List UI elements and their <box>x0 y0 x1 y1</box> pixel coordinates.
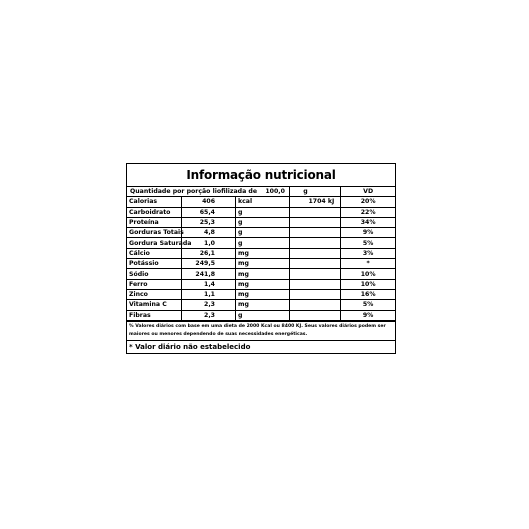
nutrient-kj <box>290 248 341 258</box>
nutrient-value: 1,0 <box>181 238 235 248</box>
not-established-footnote: * Valor diário não estabelecido <box>127 340 395 353</box>
nutrient-unit: g <box>236 310 290 320</box>
nutrient-name: Zinco <box>127 289 181 299</box>
nutrient-vd: 9% <box>341 228 395 238</box>
nutrient-unit: kcal <box>236 197 290 207</box>
panel-title: Informação nutricional <box>127 164 395 187</box>
nutrient-row <box>127 279 395 289</box>
nutrient-vd: 3% <box>341 248 395 258</box>
nutrient-kj <box>290 207 341 217</box>
nutrient-row <box>127 217 395 227</box>
nutrient-value: 2,3 <box>181 300 235 310</box>
nutrient-kj <box>290 217 341 227</box>
nutrient-unit: mg <box>236 269 290 279</box>
nutrient-unit: mg <box>236 300 290 310</box>
nutrient-name: Gordura Saturada <box>129 239 192 247</box>
portion-value: 100,0 <box>265 188 285 196</box>
portion-blank-cell <box>290 187 341 197</box>
nutrient-name: Calorias <box>127 197 181 207</box>
portion-label: Quantidade por porção liofilizada de <box>130 188 258 196</box>
nutrient-unit: g <box>236 217 290 227</box>
nutrient-name: Cálcio <box>127 248 181 258</box>
nutrient-value: 1,4 <box>181 279 235 289</box>
nutrient-name: Potássio <box>127 259 181 269</box>
nutrient-vd: 16% <box>341 289 395 299</box>
nutrient-vd: 5% <box>341 300 395 310</box>
nutrient-value: 249,5 <box>181 259 235 269</box>
nutrient-value: 4,8 <box>181 228 235 238</box>
nutrient-row <box>127 248 395 258</box>
nutrient-vd: 10% <box>341 269 395 279</box>
nutrient-kj <box>290 259 341 269</box>
nutrient-name: Sódio <box>127 269 181 279</box>
nutrient-row <box>127 310 395 320</box>
nutrient-kj <box>290 228 341 238</box>
nutrient-kj: 1704 kJ <box>290 197 341 207</box>
nutrient-unit: mg <box>236 259 290 269</box>
nutrient-kj <box>290 238 341 248</box>
daily-values-note: % Valores diários com base em uma dieta de 2000 Kcal ou 8400 KJ. Seus valores diários podem ser maiores ou menores dependendo de suas necessidades energéticas. <box>127 321 395 340</box>
nutrition-facts-panel <box>126 163 396 354</box>
nutrition-table <box>127 187 395 321</box>
vd-header: VD <box>341 187 395 197</box>
nutrient-row <box>127 259 395 269</box>
nutrient-value: 241,8 <box>181 269 235 279</box>
nutrient-name: Proteína <box>127 217 181 227</box>
nutrient-row <box>127 238 395 248</box>
nutrient-kj <box>290 269 341 279</box>
nutrient-name: Ferro <box>127 279 181 289</box>
nutrient-value: 406 <box>181 197 235 207</box>
portion-header-row <box>127 187 395 197</box>
nutrient-value: 65,4 <box>181 207 235 217</box>
nutrient-row <box>127 289 395 299</box>
nutrient-vd: 9% <box>341 310 395 320</box>
nutrient-kj <box>290 279 341 289</box>
nutrient-value: 25,3 <box>181 217 235 227</box>
nutrient-vd: * <box>341 259 395 269</box>
nutrient-row <box>127 207 395 217</box>
nutrient-row <box>127 197 395 207</box>
nutrient-vd: 10% <box>341 279 395 289</box>
nutrient-value: 2,3 <box>181 310 235 320</box>
nutrient-name: Carboidrato <box>127 207 181 217</box>
nutrient-name: Fibras <box>127 310 181 320</box>
nutrient-kj <box>290 310 341 320</box>
nutrient-vd: 5% <box>341 238 395 248</box>
nutrient-unit: g <box>236 207 290 217</box>
nutrient-name: Vitamina C <box>127 300 181 310</box>
nutrient-unit: g <box>236 238 290 248</box>
nutrient-unit: mg <box>236 248 290 258</box>
nutrient-row <box>127 269 395 279</box>
nutrient-unit: g <box>236 228 290 238</box>
nutrient-vd: 34% <box>341 217 395 227</box>
nutrient-unit: mg <box>236 289 290 299</box>
nutrient-vd: 20% <box>341 197 395 207</box>
nutrient-name: Gorduras Totais <box>129 229 184 237</box>
nutrient-row <box>127 300 395 310</box>
nutrient-unit: mg <box>236 279 290 289</box>
nutrient-kj <box>290 289 341 299</box>
nutrient-value: 26,1 <box>181 248 235 258</box>
nutrient-value: 1,1 <box>181 289 235 299</box>
nutrient-kj <box>290 300 341 310</box>
nutrient-row <box>127 228 395 238</box>
portion-cell <box>127 187 308 197</box>
portion-unit: g <box>303 188 308 196</box>
nutrient-vd: 22% <box>341 207 395 217</box>
